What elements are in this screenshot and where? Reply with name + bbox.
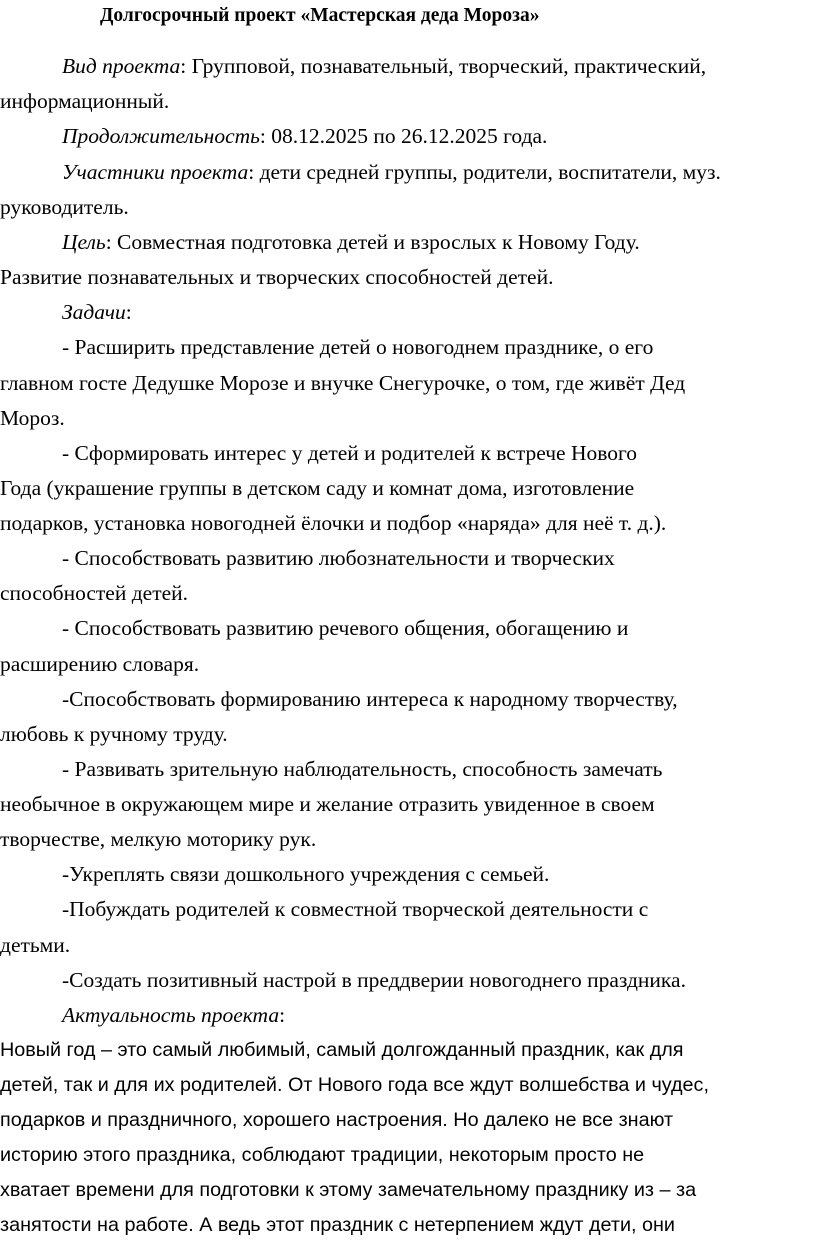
project-type-label: Вид проекта (62, 54, 181, 78)
duration-value: : 08.12.2025 по 26.12.2025 года. (259, 124, 548, 148)
project-type-value: : Групповой, познавательный, творческий, практический, (180, 54, 707, 78)
duration-label: Продолжительность (62, 124, 260, 148)
task-item: - Сформировать интерес у детей и родителей к встрече Нового (62, 441, 638, 465)
relevance-text-line: историю этого праздника, соблюдают традиции, некоторым просто не (0, 1144, 645, 1166)
relevance-text-line: подарков и праздничного, хорошего настроения. Но далеко не все знают (0, 1109, 674, 1131)
document-title: Долгосрочный проект «Мастерская деда Мороза» (100, 5, 540, 26)
task-item-continuation: Мороз. (0, 406, 65, 430)
relevance-text-line: занятости на работе. А ведь этот праздник с нетерпением ждут дети, они (0, 1214, 675, 1236)
project-type-line (62, 52, 706, 80)
task-item: - Способствовать развитию любознательности и творческих (62, 546, 615, 570)
goal-label: Цель (62, 230, 106, 254)
tasks-heading: Задачи: (62, 300, 132, 324)
project-type-continuation: информационный. (0, 89, 170, 113)
task-item-continuation: способностей детей. (0, 581, 189, 605)
task-item: -Побуждать родителей к совместной творческой деятельности с (62, 897, 649, 921)
relevance-text-line: хватает времени для подготовки к этому замечательному празднику из – за (0, 1179, 697, 1201)
task-item: -Способствовать формированию интереса к народному творчеству, (62, 687, 678, 711)
task-item-continuation: детьми. (0, 933, 71, 957)
goal-continuation: Развитие познавательных и творческих способностей детей. (0, 265, 554, 289)
task-item: - Развивать зрительную наблюдательность, способность замечать (62, 757, 663, 781)
task-item-continuation: любовь к ручному труду. (0, 722, 228, 746)
tasks-label: Задачи (62, 300, 126, 324)
task-item-continuation: расширению словаря. (0, 652, 200, 676)
goal-value: : Совместная подготовка детей и взрослых к Новому Году. (105, 230, 640, 254)
task-item-continuation: необычное в окружающем мире и желание отразить увиденное в своем (0, 792, 655, 816)
participants-line (62, 158, 721, 186)
duration-line (62, 122, 547, 150)
relevance-heading: Актуальность проекта: (62, 1003, 286, 1027)
participants-value: : дети средней группы, родители, воспитатели, муз. (248, 160, 721, 184)
task-item-continuation: творчестве, мелкую моторику рук. (0, 827, 317, 851)
relevance-text-line: детей, так и для их родителей. От Нового года все ждут волшебства и чудес, (0, 1074, 709, 1096)
task-item-continuation: Года (украшение группы в детском саду и комнат дома, изготовление (0, 476, 635, 500)
task-item-continuation: подарков, установка новогодней ёлочки и подбор «наряда» для неё т. д.). (0, 511, 667, 535)
task-item: - Расширить представление детей о новогоднем празднике, о его (62, 335, 654, 359)
task-item-continuation: главном госте Дедушке Морозе и внучке Снегурочке, о том, где живёт Дед (0, 371, 686, 395)
participants-continuation: руководитель. (0, 195, 129, 219)
task-item: -Создать позитивный настрой в преддверии новогоднего праздника. (62, 968, 686, 992)
goal-line (62, 228, 640, 256)
relevance-text-line: Новый год – это самый любимый, самый долгожданный праздник, как для (0, 1039, 684, 1061)
relevance-label: Актуальность проекта (62, 1003, 280, 1027)
task-item: -Укреплять связи дошкольного учреждения с семьей. (62, 862, 550, 886)
participants-label: Участники проекта (62, 160, 249, 184)
task-item: - Способствовать развитию речевого общения, обогащению и (62, 616, 629, 640)
